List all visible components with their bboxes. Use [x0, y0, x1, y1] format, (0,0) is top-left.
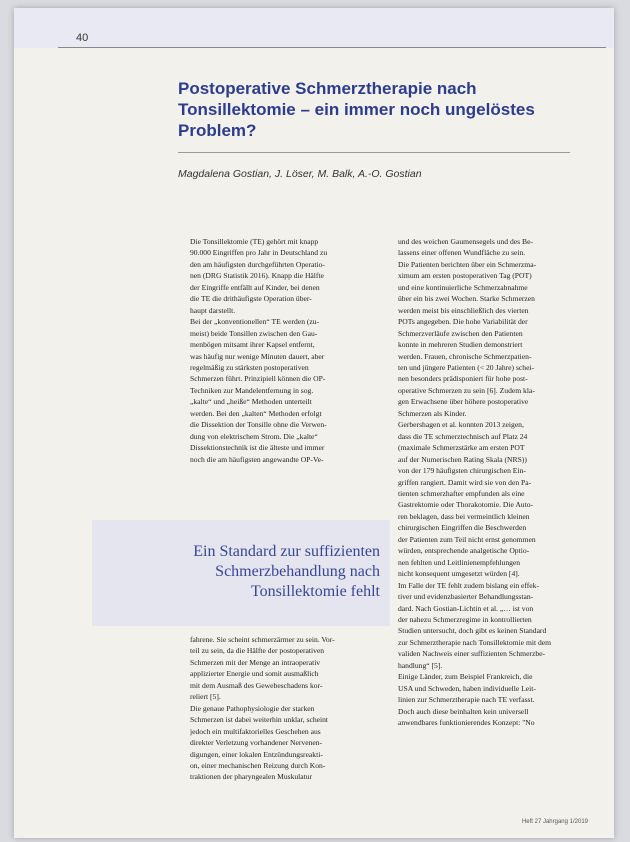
text-line: Gastrektomie oder Thorakotomie. Die Auto- [398, 500, 534, 510]
text-line: gen Erwachsene über höhere postoperative [398, 397, 529, 407]
text-line: chirurgischen Eingriffen die Beschwerden [398, 523, 527, 533]
text-line: tiver und evidenzbasierter Behandlungsstan- [398, 592, 534, 602]
text-line: Die genaue Pathophysiologie der starken [190, 703, 315, 713]
text-line: und des weichen Gaumensegels und des Be- [398, 237, 533, 246]
text-line: was häufig nur wenige Minuten dauert, aber [190, 351, 325, 361]
text-line: Bei der „konventionellen“ TE werden (zu- [190, 317, 320, 327]
pull-quote-line: Tonsillektomie fehlt [250, 583, 380, 600]
text-line: und eine kontinuierliche Schmerzabnahme [398, 282, 528, 292]
text-line: traktionen der pharyngealen Muskulatur [190, 772, 313, 782]
body-column-right [398, 236, 598, 728]
title-line: Postoperative Schmerztherapie nach [178, 79, 477, 98]
page-number: 40 [76, 32, 89, 44]
text-line: über ein bis zwei Wochen. Starke Schmerzen [398, 294, 535, 304]
text-line: direkter Verletzung vorhandener Nervenen- [190, 738, 323, 748]
pull-quote-line: Schmerzbehandlung nach [215, 563, 380, 580]
text-line: nen besonders prädisponiert für hohe post- [398, 374, 528, 384]
text-line: Schmerzen ist dabei weiterhin unklar, scheint [190, 715, 329, 725]
body-column-left-bottom [190, 634, 390, 783]
text-line: Gerbershagen et al. konnten 2013 zeigen, [398, 420, 524, 430]
text-line: handlung“ [5]. [398, 660, 443, 670]
text-line: Schmerzen mit der Menge an intraoperativ [190, 657, 321, 667]
article-page [14, 8, 614, 838]
text-line: ten und jüngere Patienten (< 20 Jahre) schei- [398, 362, 535, 372]
body-column-left-top [190, 236, 390, 465]
text-line: der nahezu Schmerzregime in kontrollierten [398, 614, 532, 624]
text-line: dass die TE schmerztechnisch auf Platz 24 [398, 431, 528, 441]
text-line: fahrene. Sie scheint schmerzärmer zu sein. Vor- [190, 635, 335, 644]
text-line: 90.000 Eingriffen pro Jahr in Deutschland zu [190, 248, 328, 258]
text-line: konnte in mehreren Studien demonstriert [398, 340, 523, 350]
text-line: Studien untersucht, doch gibt es keinen Standard [398, 626, 547, 636]
text-line: (maximale Schmerzstärke am ersten POT [398, 443, 525, 453]
text-line: zur Schmerztherapie nach Tonsillektomie mit dem [398, 637, 552, 647]
text-line: griffen rangiert. Damit wird sie von den Pa- [398, 477, 532, 487]
pull-quote-line: Ein Standard zur suffizienten [193, 543, 380, 560]
text-line: tienten schmerzhafter empfunden als eine [398, 488, 525, 498]
text-line: lassens einer offenen Wundfläche zu sein. [398, 248, 526, 258]
text-line: Einige Länder, zum Beispiel Frankreich, die [398, 672, 533, 682]
text-line: operative Schmerzen zu sein [6]. Zudem kla- [398, 385, 535, 395]
text-line: nen (DRG Statistik 2016). Knapp die Hälfte [190, 271, 324, 281]
text-line: auf der Numerischen Rating Skala (NRS)) [398, 454, 527, 464]
pull-quote [193, 542, 380, 602]
text-line: Schmerzen als Kinder. [398, 408, 467, 418]
text-line: validen Nachweis einer suffizienten Schmerzbe- [398, 649, 546, 659]
text-line: Die Patienten berichten über ein Schmerzma- [398, 259, 537, 269]
text-line: teil zu sein, da die Hälfte der postoperativen [190, 646, 325, 656]
title-line: Tonsillektomie – ein immer noch ungelöstes [178, 100, 535, 119]
text-line: USA und Schweden, haben individuelle Leit- [398, 683, 536, 693]
text-line: linien zur Schmerztherapie nach TE verfasst. [398, 695, 535, 705]
text-line: applizierter Energie und somit ausmaßlich [190, 669, 319, 679]
article-title [178, 78, 588, 141]
text-line: die TE die drithäufigste Operation über- [190, 294, 312, 304]
text-line: nen fehlten und Leitlinienempfehlungen [398, 557, 521, 567]
text-line: Die Tonsillektomie (TE) gehört mit knapp [190, 237, 319, 246]
text-line: Dissektionstechnik ist die älteste und immer [190, 443, 325, 453]
text-line: haupt darstellt. [190, 305, 236, 315]
text-line: noch die am häufigsten angewandte OP-Ve- [190, 454, 324, 464]
text-line: ximum am ersten postoperativen Tag (POT) [398, 271, 532, 281]
text-line: werden. Frauen, chronische Schmerzpatien- [398, 351, 532, 361]
text-line: regelmäßig zu stärksten postoperativen [190, 362, 309, 372]
text-line: werden meist bis einschließlich des vierten [398, 305, 529, 315]
text-line: anwendbares funktionierendes Konzept: "No [398, 718, 535, 728]
text-line: die Dissektion der Tonsille ohne die Verwen- [190, 420, 327, 430]
text-line: „kalte“ und „heiße“ Methoden unterteilt [190, 397, 312, 407]
title-rule [178, 152, 570, 153]
text-line: der Eingriffe entfällt auf Kinder, bei denen [190, 282, 320, 292]
text-line: meist) beide Tonsillen zwischen den Gau- [190, 328, 318, 338]
text-line: dard. Nach Gostian-Lichtin et al. „… ist von [398, 603, 534, 613]
text-line: Im Falle der TE fehlt zudem bislang ein effek- [398, 580, 539, 590]
text-line: on, einer mechanischen Reizung durch Kon- [190, 760, 326, 770]
text-line: Schmerzverläufe zwischen den Patienten [398, 328, 523, 338]
text-line: würden, entsprechende analgetische Optio- [398, 546, 530, 556]
text-line: werden. Bei den „kalten“ Methoden erfolgt [190, 408, 322, 418]
page-footer: Heft 27 Jahrgang 1/2019 [521, 819, 588, 825]
text-line: Doch auch diese beinhalten kein universell [398, 706, 529, 716]
text-line: mit dem Ausmaß des Gewebeschadens kor- [190, 680, 323, 690]
text-line: der Patienten zum Teil nicht ernst genommen [398, 534, 536, 544]
pull-quote-box [92, 520, 390, 626]
article-authors: Magdalena Gostian, J. Löser, M. Balk, A.-O. Gostian [178, 168, 422, 180]
title-line: Problem? [178, 121, 257, 140]
text-line: reliert [5]. [190, 692, 221, 702]
text-line: Schmerzen führt. Prinzipiell können die OP- [190, 374, 326, 384]
text-line: menbögen mitsamt ihrer Kapsel entfernt, [190, 340, 315, 350]
header-rule [58, 47, 606, 48]
text-line: von der 179 häufigsten chirurgischen Ein- [398, 466, 526, 476]
text-line: digungen, einer lokalen Entzündungsreakti- [190, 749, 323, 759]
text-line: jedoch ein multifaktorielles Geschehen aus [190, 726, 321, 736]
text-line: den am häufigsten durchgeführten Operatio- [190, 259, 325, 269]
text-line: nicht konsequent umgesetzt würden [4]. [398, 569, 520, 579]
text-line: ren beklagen, dass bei vermeintlich kleinen [398, 511, 530, 521]
header-band [14, 8, 614, 48]
text-line: dung von elektrischem Strom. Die „kalte“ [190, 431, 318, 441]
text-line: POTs angegeben. Die hohe Variabilität der [398, 317, 528, 327]
text-line: Techniken zur Mandelentfernung in sog. [190, 385, 314, 395]
